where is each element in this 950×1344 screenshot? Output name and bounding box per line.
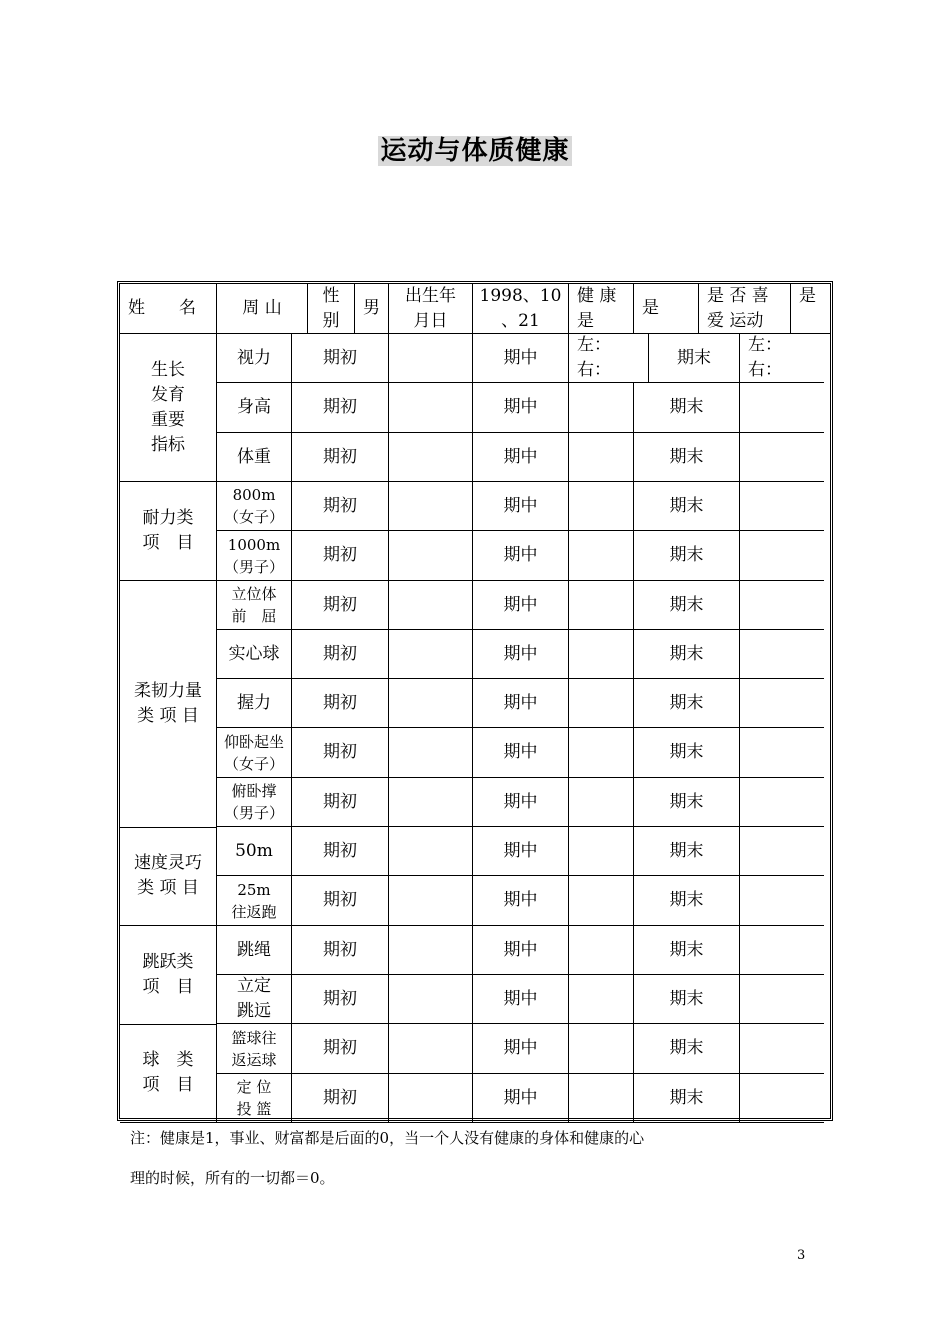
- period-start-label: 期初: [292, 630, 389, 679]
- period-start-value: [389, 876, 473, 926]
- period-start-label: 期初: [292, 926, 389, 975]
- period-end-value: [740, 975, 824, 1024]
- period-start-label: 期初: [292, 1074, 389, 1123]
- period-end-value: [740, 876, 824, 926]
- period-end-value: [740, 482, 824, 531]
- healthy-label: 健 康 是: [569, 284, 634, 334]
- period-mid-value: [569, 581, 634, 630]
- item-label: 800m （女子）: [217, 482, 292, 531]
- item-label: 俯卧撑 （男子）: [217, 778, 292, 827]
- period-end-label: 期末: [634, 778, 740, 827]
- note-line-1: 注：健康是1，事业、财富都是后面的0，当一个人没有健康的身体和健康的心: [130, 1129, 645, 1147]
- period-start-label: 期初: [292, 778, 389, 827]
- item-label: 视力: [217, 334, 292, 383]
- period-mid-label: 期中: [473, 926, 569, 975]
- note-line-2: 理的时候，所有的一切都＝0。: [130, 1169, 335, 1187]
- period-end-value: [740, 433, 824, 482]
- period-end-value: [740, 827, 824, 876]
- period-start-label: 期初: [292, 531, 389, 581]
- period-mid-value: [569, 383, 634, 433]
- period-start-value: [389, 581, 473, 630]
- period-mid-value: [569, 975, 634, 1024]
- period-end-value: [740, 383, 824, 433]
- period-mid-label: 期中: [473, 975, 569, 1024]
- group-label: 生长 发育 重要 指标: [120, 334, 217, 482]
- item-label: 50m: [217, 827, 292, 876]
- period-start-label: 期初: [292, 827, 389, 876]
- period-mid-value: [569, 728, 634, 778]
- period-end-label: 期末: [634, 630, 740, 679]
- period-mid-value: [569, 482, 634, 531]
- period-end-label: 期末: [634, 581, 740, 630]
- period-end-label: 期末: [634, 679, 740, 728]
- period-mid-value: [569, 679, 634, 728]
- period-mid-label: 期中: [473, 531, 569, 581]
- period-start-value: [389, 1074, 473, 1123]
- period-mid-label: 期中: [473, 679, 569, 728]
- period-start-label: 期初: [292, 581, 389, 630]
- period-mid-value: [569, 1074, 634, 1123]
- like-sport-value: 是: [791, 284, 830, 334]
- period-end-label: 期末: [649, 334, 740, 383]
- period-start-label: 期初: [292, 679, 389, 728]
- period-start-label: 期初: [292, 1024, 389, 1074]
- period-mid-label: 期中: [473, 482, 569, 531]
- period-end-value: [740, 728, 824, 778]
- group-label: 跳跃类 项 目: [120, 926, 217, 1025]
- group-label: 球 类 项 目: [120, 1024, 217, 1123]
- period-start-value: [389, 975, 473, 1024]
- birth-value: 1998、10 、21: [473, 284, 569, 334]
- period-end-label: 期末: [634, 827, 740, 876]
- item-label: 立定 跳远: [217, 975, 292, 1024]
- period-start-label: 期初: [292, 728, 389, 778]
- period-start-label: 期初: [292, 482, 389, 531]
- period-start-label: 期初: [292, 876, 389, 926]
- title-text: 运动与体质健康: [380, 136, 570, 166]
- period-end-label: 期末: [634, 1074, 740, 1123]
- period-mid-label: 期中: [473, 876, 569, 926]
- period-mid-label: 期中: [473, 1074, 569, 1123]
- birth-label: 出生年 月日: [389, 284, 473, 334]
- item-label: 跳绳: [217, 926, 292, 975]
- period-end-label: 期末: [634, 926, 740, 975]
- period-mid-value: [569, 630, 634, 679]
- item-label: 仰卧起坐 （女子）: [217, 728, 292, 778]
- period-end-value: [740, 1024, 824, 1074]
- page-title: [0, 130, 950, 167]
- period-mid-value: [569, 1024, 634, 1074]
- group-label: 耐力类 项 目: [120, 482, 217, 581]
- period-end-label: 期末: [634, 531, 740, 581]
- page-number: 3: [797, 1248, 806, 1263]
- period-start-value: [389, 827, 473, 876]
- period-start-label: 期初: [292, 383, 389, 433]
- period-mid-value: [569, 926, 634, 975]
- period-start-label: 期初: [292, 975, 389, 1024]
- period-end-label: 期末: [634, 876, 740, 926]
- period-mid-label: 期中: [473, 334, 569, 383]
- period-mid-label: 期中: [473, 827, 569, 876]
- item-label: 体重: [217, 433, 292, 482]
- item-label: 定 位 投 篮: [217, 1074, 292, 1123]
- period-end-value: [740, 1074, 824, 1123]
- name-value: 周 山: [217, 284, 308, 334]
- item-label: 握力: [217, 679, 292, 728]
- period-mid-label: 期中: [473, 383, 569, 433]
- period-end-value: [740, 630, 824, 679]
- period-end-label: 期末: [634, 482, 740, 531]
- period-end-label: 期末: [634, 383, 740, 433]
- period-end-value: [740, 926, 824, 975]
- period-start-value: [389, 728, 473, 778]
- group-label: 速度灵巧 类 项 目: [120, 827, 217, 926]
- period-end-label: 期末: [634, 1024, 740, 1074]
- period-mid-label: 期中: [473, 1024, 569, 1074]
- period-start-value: [389, 679, 473, 728]
- item-label: 1000m （男子）: [217, 531, 292, 581]
- item-label: 25m 往返跑: [217, 876, 292, 926]
- like-sport-label: 是 否 喜 爱 运动: [699, 284, 791, 334]
- period-mid-label: 期中: [473, 778, 569, 827]
- period-end-value: [740, 531, 824, 581]
- item-label: 篮球往 返运球: [217, 1024, 292, 1074]
- item-label: 身高: [217, 383, 292, 433]
- period-end-label: 期末: [634, 433, 740, 482]
- item-label: 立位体 前 屈: [217, 581, 292, 630]
- period-mid-value: [569, 827, 634, 876]
- period-end-label: 期末: [634, 728, 740, 778]
- period-start-value: [389, 926, 473, 975]
- period-start-label: 期初: [292, 433, 389, 482]
- period-start-value: [389, 1024, 473, 1074]
- period-end-value: [740, 581, 824, 630]
- period-start-value: [389, 531, 473, 581]
- period-mid-value: [569, 778, 634, 827]
- period-end-label: 期末: [634, 975, 740, 1024]
- period-start-value: [389, 630, 473, 679]
- item-label: 实心球: [217, 630, 292, 679]
- period-start-label: 期初: [292, 334, 389, 383]
- name-label: 姓 名: [120, 284, 217, 334]
- period-mid-label: 期中: [473, 581, 569, 630]
- period-end-value: [740, 679, 824, 728]
- period-start-value: [389, 778, 473, 827]
- gender-value: 男: [355, 284, 389, 334]
- fitness-table: [117, 281, 833, 1121]
- period-start-value: [389, 433, 473, 482]
- period-mid-value: [569, 531, 634, 581]
- period-mid-label: 期中: [473, 433, 569, 482]
- period-mid-label: 期中: [473, 728, 569, 778]
- period-start-value: [389, 383, 473, 433]
- group-label: 柔韧力量 类 项 目: [120, 581, 217, 828]
- period-start-value: [389, 334, 473, 383]
- gender-label: 性 别: [308, 284, 355, 334]
- period-end-value: [740, 778, 824, 827]
- healthy-value: 是: [634, 284, 699, 334]
- eyesight-end-left-right: 左： 右：: [740, 334, 824, 383]
- eyesight-mid-left-right: 左： 右：: [569, 334, 649, 383]
- period-mid-value: [569, 876, 634, 926]
- period-mid-value: [569, 433, 634, 482]
- period-start-value: [389, 482, 473, 531]
- period-mid-label: 期中: [473, 630, 569, 679]
